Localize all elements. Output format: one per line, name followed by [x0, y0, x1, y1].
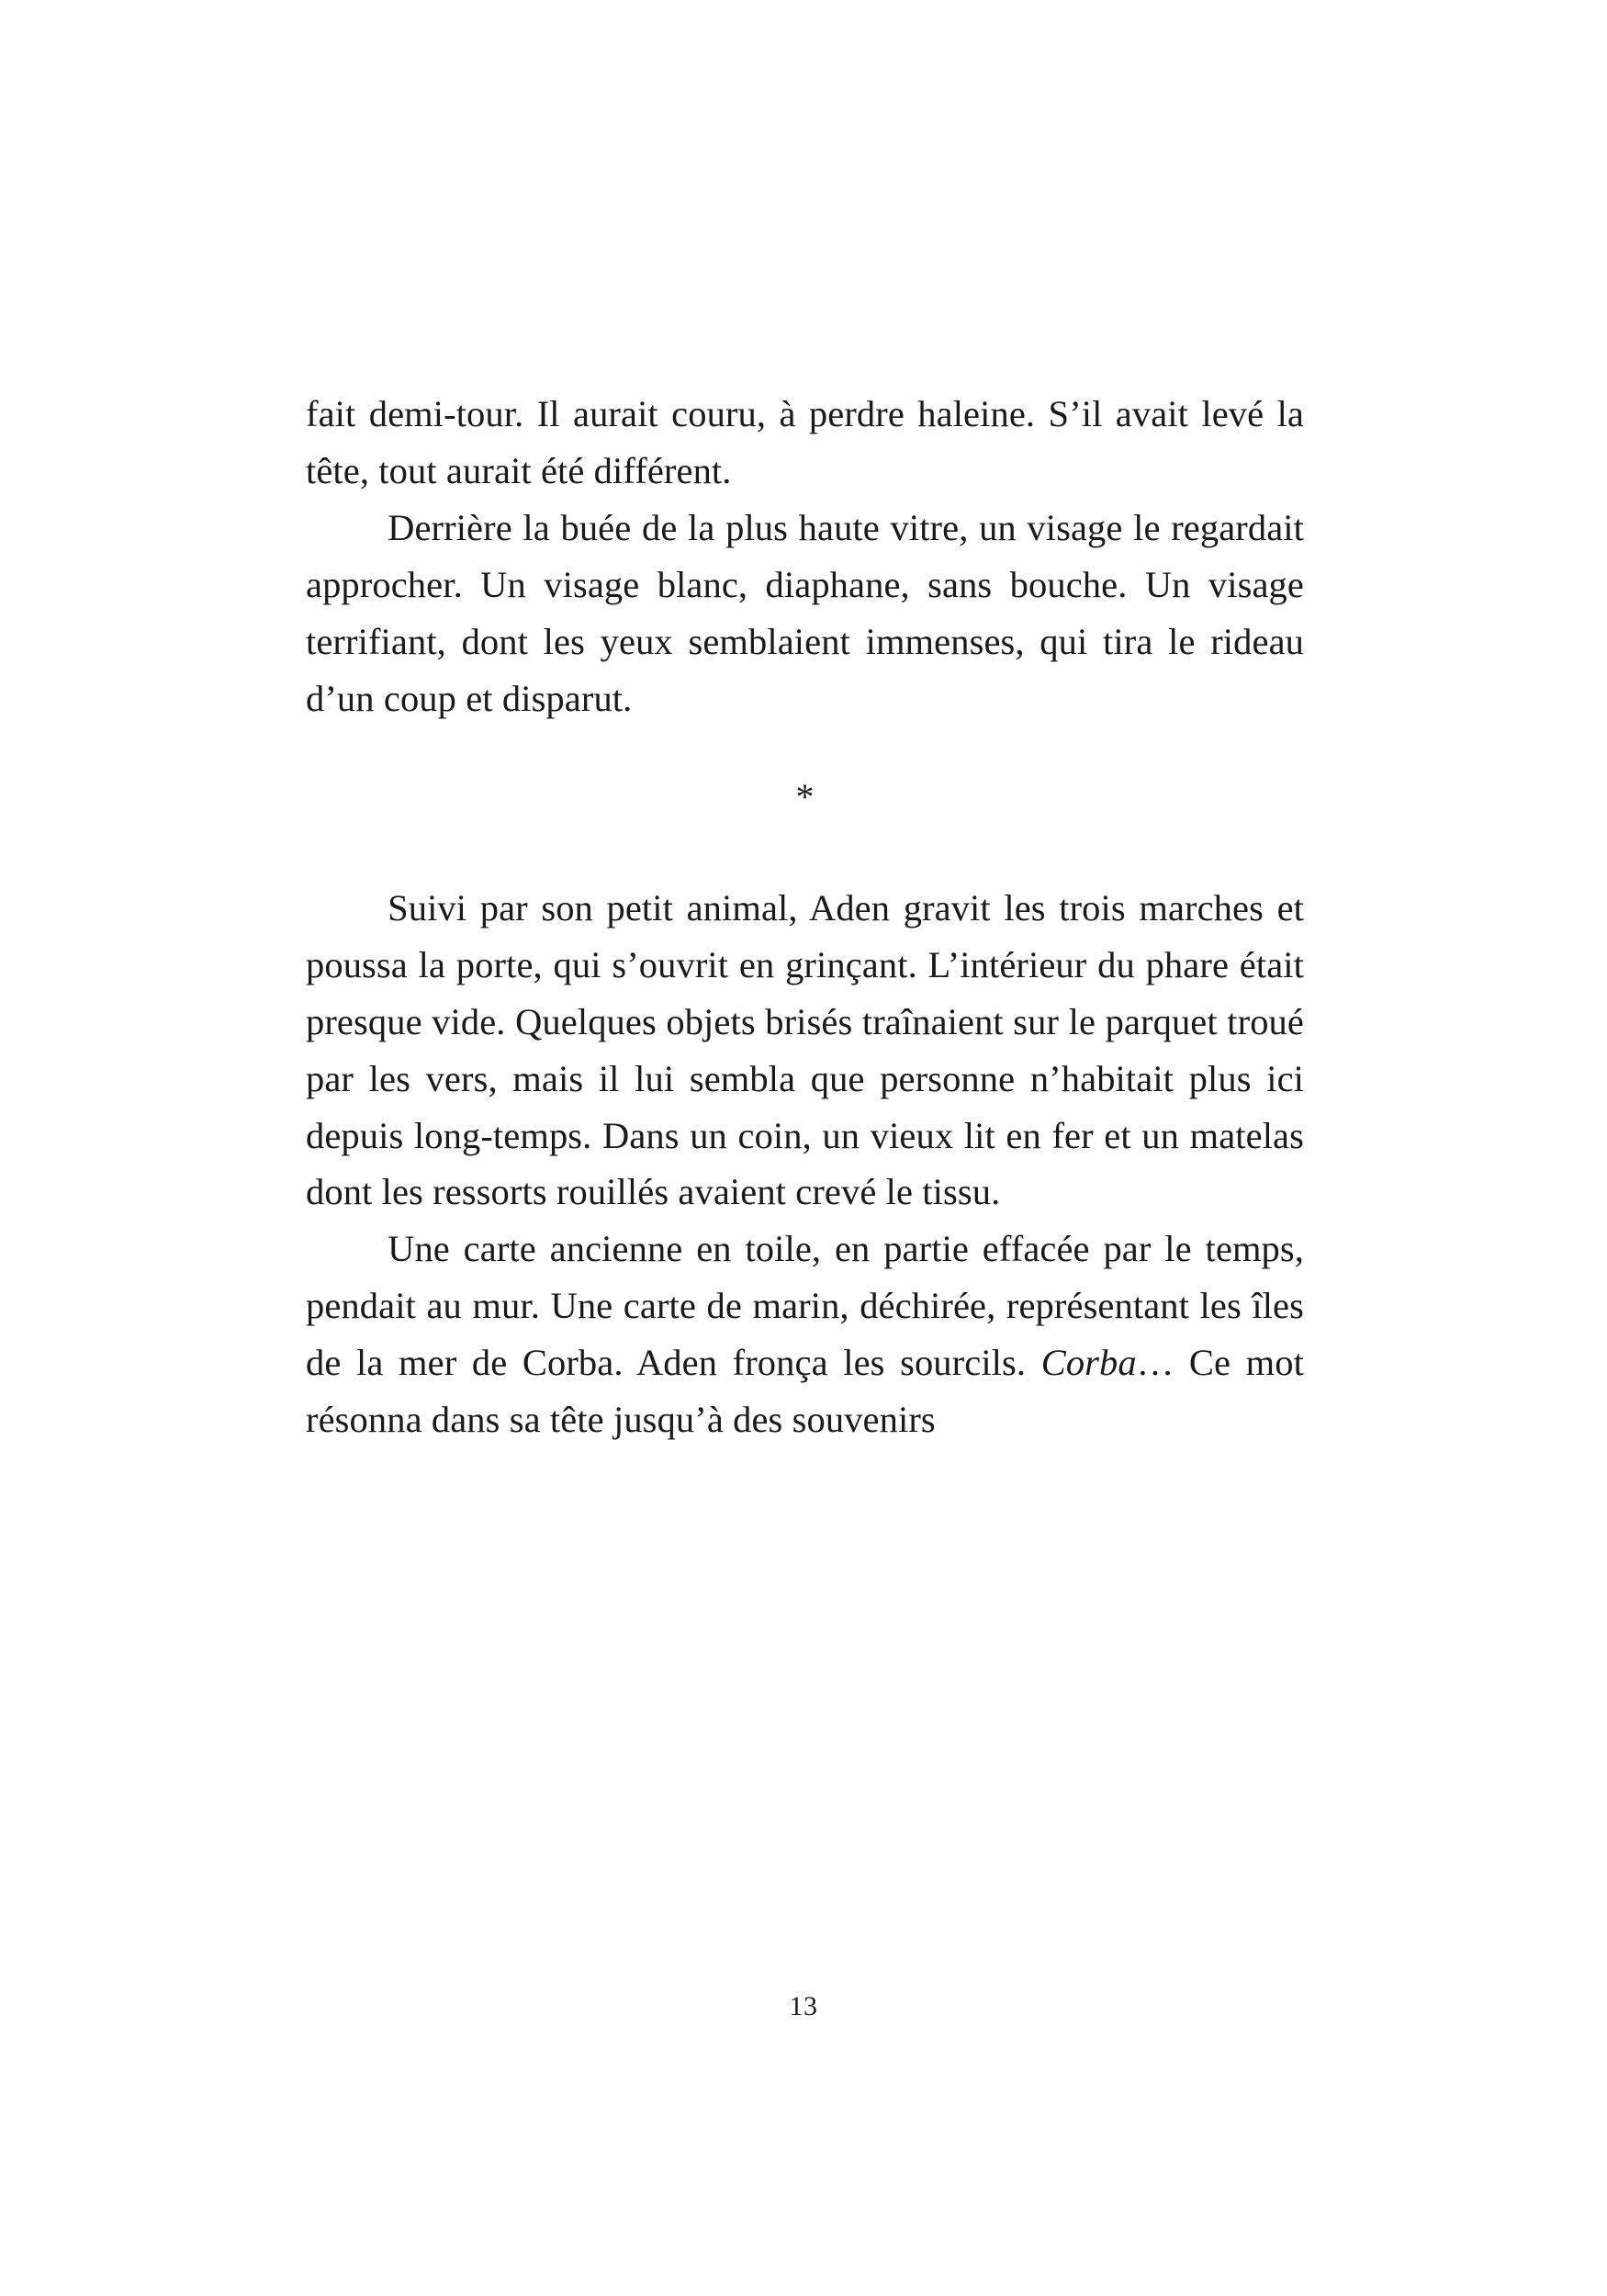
scene-break-asterisk: *: [795, 775, 815, 817]
body-text: [306, 386, 1304, 1448]
page-number: 13: [789, 1991, 818, 2021]
paragraph-1: fait demi-tour. Il aurait couru, à perdre haleine. S’il avait levé la tête, tout aurait été différent.: [306, 393, 1304, 491]
paragraph-2: Derrière la buée de la plus haute vitre, un visage le regardait approcher. Un visage blanc, diaphane, sans bouche. Un visage terrifiant, dont les yeux semblaient immenses, qui tira le rideau d’un coup et disparut.: [306, 506, 1304, 719]
paragraph-4-italic-term: Corba: [1040, 1342, 1137, 1384]
paragraph-4-lead: Une carte ancienne en toile, en partie effacée par le temps, pendait au mur. Une carte de marin, déchirée, représentant les îles de la mer de Corba. Aden fronça les sourcils.: [306, 1228, 1304, 1384]
paragraph-3: Suivi par son petit animal, Aden gravit les trois marches et poussa la porte, qui s’ouvrit en grinçant. L’intérieur du phare était presque vide. Quelques objets brisés traînaient sur le parquet troué par les vers, mais il lui sembla que personne n’habitait plus ici depuis long-temps. Dans un coin, un vieux lit en fer et un matelas dont les ressorts rouillés avaient crevé le tissu.: [306, 886, 1304, 1213]
paragraph-4: [306, 1221, 1304, 1448]
paragraph-4-tail: … Ce mot résonna dans sa tête jusqu’à des souvenirs: [306, 1342, 1304, 1441]
